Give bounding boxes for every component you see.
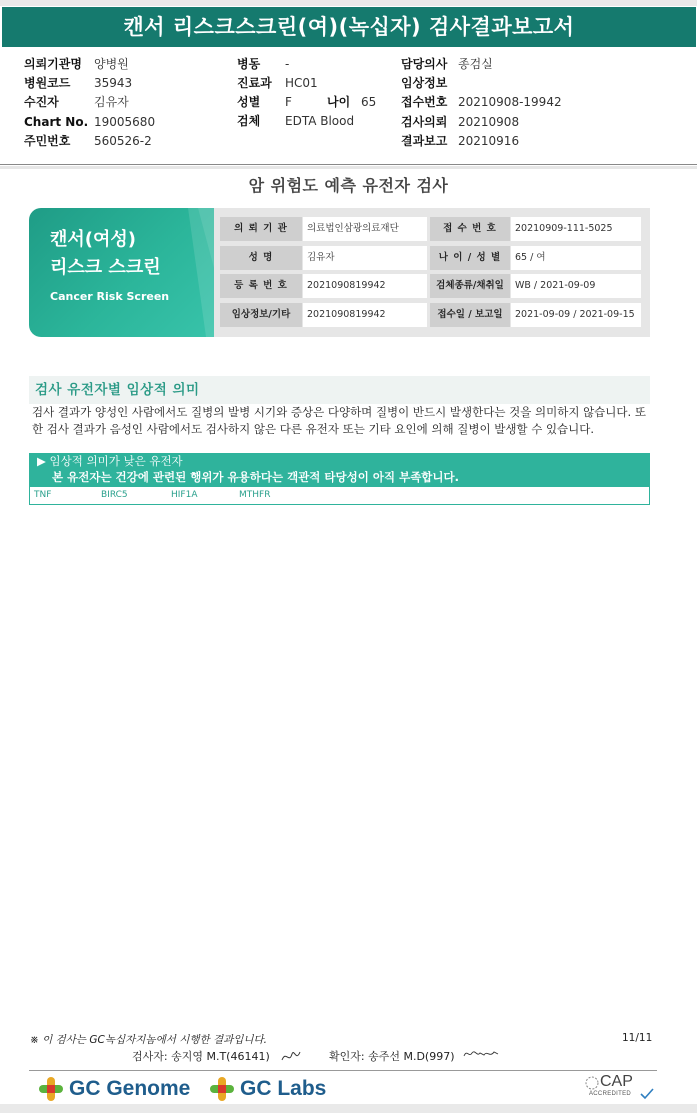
section-title: 암 위험도 예측 유전자 검사 bbox=[248, 176, 449, 195]
ptable-value: 김유자 bbox=[303, 246, 427, 270]
ptable-label: 나 이 / 성 별 bbox=[430, 246, 510, 270]
header-info bbox=[0, 52, 697, 164]
info-report-date: 결과보고 20210916 bbox=[401, 134, 520, 148]
low-significance-title: ▶ 임상적 의미가 낮은 유전자 bbox=[37, 454, 183, 468]
report-title: 캔서 리스크스크린(여)(녹십자) 검사결과보고서 bbox=[2, 7, 696, 47]
info-request-date: 검사의뢰 20210908 bbox=[401, 115, 520, 129]
info-department: 진료과 HC01 bbox=[237, 76, 318, 90]
bottom-border bbox=[0, 1104, 697, 1113]
info-resident-no: 주민번호 560526-2 bbox=[24, 134, 152, 148]
banner-line1: 캔서(여성) bbox=[50, 229, 137, 250]
top-border bbox=[0, 0, 697, 6]
low-significance-desc: 본 유전자는 건강에 관련된 행위가 유용하다는 객관적 타당성이 아직 부족합니다. bbox=[52, 469, 459, 484]
ptable-value: 20210909-111-5025 bbox=[511, 217, 641, 241]
ptable-value: 65 / 여 bbox=[511, 246, 641, 270]
gc-genome-logo: GC Genome bbox=[36, 1075, 196, 1103]
banner-subtitle: Cancer Risk Screen bbox=[50, 290, 170, 303]
gene-item: TNF bbox=[34, 490, 52, 500]
footer-divider bbox=[29, 1070, 657, 1071]
ptable-label: 접 수 번 호 bbox=[430, 217, 510, 241]
confirmer: 확인자: 송주선 M.D(997) bbox=[329, 1050, 455, 1063]
gc-cross-icon bbox=[207, 1075, 237, 1103]
ptable-label: 성 명 bbox=[220, 246, 302, 270]
examiner: 검사자: 송지영 M.T(46141) bbox=[132, 1050, 270, 1063]
info-patient-name: 수진자 김유자 bbox=[24, 95, 129, 109]
ptable-label: 의 뢰 기 관 bbox=[220, 217, 302, 241]
checkmark-icon bbox=[640, 1088, 654, 1100]
footer-note: ※ 이 검사는 GC녹십자지놈에서 시행한 결과입니다. bbox=[30, 1034, 268, 1046]
gc-labs-logo: GC Labs bbox=[207, 1075, 337, 1103]
info-accession-no: 접수번호 20210908-19942 bbox=[401, 95, 562, 109]
patient-table bbox=[214, 208, 650, 337]
clinical-heading: 검사 유전자별 임상적 의미 bbox=[29, 376, 650, 404]
info-requesting-org: 의뢰기관명 양병원 bbox=[24, 57, 129, 71]
clinical-paragraph: 검사 결과가 양성인 사람에서도 질병의 발병 시기와 증상은 다양하며 질병이 반드시 발생한다는 것을 의미하지 않습니다. 또한 검사 결과가 음성인 사람에서도 검사하지 않은 다른 유전자 또는 기타 요인에 의해 질병이 발생할 수 있습니다. bbox=[32, 405, 646, 436]
info-ward: 병동 - bbox=[237, 57, 290, 71]
ptable-label: 검체종류/채취일 bbox=[430, 274, 510, 298]
ptable-value: 2021090819942 bbox=[303, 274, 427, 298]
confirmer-signature-icon bbox=[462, 1046, 500, 1062]
gene-item: BIRC5 bbox=[101, 490, 128, 500]
gene-item: MTHFR bbox=[239, 490, 271, 500]
ptable-label: 임상정보/기타 bbox=[220, 303, 302, 327]
ptable-label: 접수일 / 보고일 bbox=[430, 303, 510, 327]
page-number: 11/11 bbox=[622, 1032, 653, 1044]
info-hospital-code: 병원코드 35943 bbox=[24, 76, 133, 90]
gene-list bbox=[29, 487, 650, 505]
gc-cross-icon bbox=[36, 1075, 66, 1103]
cap-accredited-logo: CAP ACCREDITED bbox=[584, 1073, 656, 1101]
info-clinical: 임상정보 bbox=[401, 76, 448, 90]
divider bbox=[0, 164, 697, 165]
divider-shadow bbox=[0, 166, 697, 169]
gene-item: HIF1A bbox=[171, 490, 198, 500]
info-sex: 성별 F bbox=[237, 95, 292, 109]
product-banner bbox=[29, 208, 214, 337]
examiner-signature-icon bbox=[280, 1046, 304, 1066]
banner-line2: 리스크 스크린 bbox=[50, 257, 161, 278]
cap-seal-icon bbox=[584, 1075, 600, 1091]
stripes-decoration-icon bbox=[178, 208, 214, 337]
ptable-value: WB / 2021-09-09 bbox=[511, 274, 641, 298]
info-age: 나이 65 bbox=[327, 95, 377, 109]
info-doctor: 담당의사 종검실 bbox=[401, 57, 493, 71]
ptable-value: 의료법인삼광의료재단 bbox=[303, 217, 427, 241]
ptable-value: 2021090819942 bbox=[303, 303, 427, 327]
ptable-label: 등 록 번 호 bbox=[220, 274, 302, 298]
info-specimen: 검체 EDTA Blood bbox=[237, 114, 355, 128]
low-significance-box bbox=[29, 453, 650, 487]
info-chart-no: Chart No. 19005680 bbox=[24, 115, 156, 129]
ptable-value: 2021-09-09 / 2021-09-15 bbox=[511, 303, 641, 327]
